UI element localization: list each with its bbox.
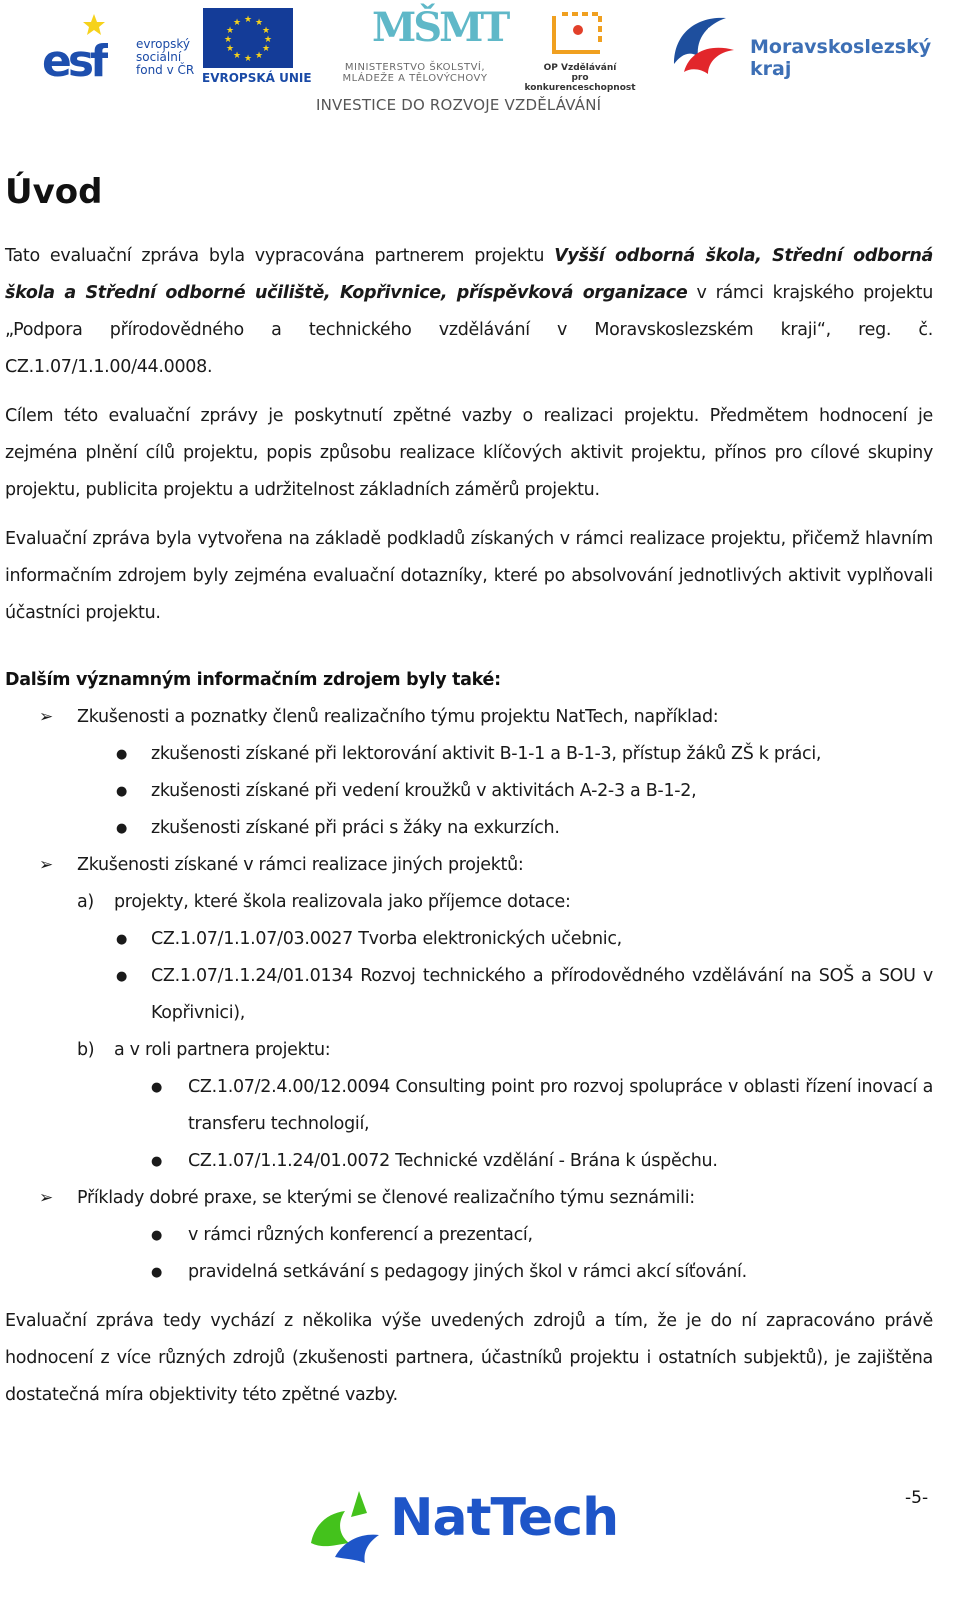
list-item-text: zkušenosti získané při vedení kroužků v aktivitách A-2-3 a B-1-2, bbox=[151, 781, 697, 801]
svg-text:★: ★ bbox=[254, 51, 264, 61]
svg-text:★: ★ bbox=[261, 26, 271, 36]
list-item-text: a v roli partnera projektu: bbox=[114, 1040, 331, 1060]
esf-line-3: fond v ČR bbox=[136, 63, 195, 77]
header-tagline: INVESTICE DO ROZVOJE VZDĚLÁVÁNÍ bbox=[316, 96, 602, 114]
list-letter: b) bbox=[77, 1040, 95, 1060]
op-line-2: pro konkurenceschopnost bbox=[524, 73, 636, 93]
list-item bbox=[5, 1143, 933, 1180]
svg-text:★: ★ bbox=[225, 44, 235, 54]
page-title: Úvod bbox=[5, 172, 103, 212]
list-letter: a) bbox=[77, 892, 94, 912]
msk-line-2: kraj bbox=[750, 58, 792, 80]
bullet-icon: ● bbox=[116, 969, 128, 984]
arrow-bullet-icon: ➢ bbox=[39, 855, 53, 875]
list-item bbox=[5, 847, 933, 884]
list-item-text: Zkušenosti a poznatky členů realizačního týmu projektu NatTech, například: bbox=[77, 707, 719, 727]
op-label bbox=[522, 63, 638, 93]
svg-text:★: ★ bbox=[225, 26, 235, 36]
eu-label: EVROPSKÁ UNIE bbox=[202, 71, 312, 85]
bullet-icon: ● bbox=[116, 747, 128, 762]
list-item-text: Zkušenosti získané v rámci realizace jiných projektů: bbox=[77, 855, 524, 875]
logo-strip bbox=[0, 0, 960, 125]
op-logo-icon bbox=[548, 6, 610, 58]
conclusion-paragraph: Evaluační zpráva tedy vychází z několika výše uvedených zdrojů a tím, že je do ní zapracováno právě hodnocení z více různých zdrojů (zkušenosti partnera, účastníků projektu i ostatních subjektů), je zajištěna dostatečná míra objektivity této zpětné vazby. bbox=[5, 1311, 933, 1405]
moravskoslezsky-kraj-logo-icon bbox=[668, 10, 742, 80]
eu-flag-icon bbox=[203, 8, 293, 68]
school-name: Vyšší odborná škola, Střední odborná škola a Střední odborné učiliště, Kopřivnice, příspěvková organizace bbox=[5, 246, 933, 303]
svg-text:esf: esf bbox=[42, 36, 106, 82]
bullet-icon: ● bbox=[116, 932, 128, 947]
list-item-text: CZ.1.07/1.1.24/01.0134 Rozvoj technického a přírodovědného vzdělávání na SOŠ a SOU v Kopřivnici), bbox=[151, 966, 933, 1023]
goal-paragraph: Cílem této evaluační zprávy je poskytnutí zpětné vazby o realizaci projektu. Předmětem hodnocení je zejména plnění cílů projektu, popis způsobu realizace klíčových aktivit projektu, přínos pro cílové skupiny projektu, publicita projektu a udržitelnost základních záměrů projektu. bbox=[5, 406, 933, 500]
svg-text:★: ★ bbox=[232, 18, 242, 28]
esf-logo bbox=[42, 8, 108, 82]
list-item bbox=[5, 699, 933, 736]
list-item-text: pravidelná setkávání s pedagogy jiných škol v rámci akcí síťování. bbox=[188, 1262, 747, 1282]
bullet-icon: ● bbox=[151, 1228, 163, 1243]
list-item bbox=[5, 1069, 933, 1143]
esf-line-2: sociální bbox=[136, 50, 182, 64]
sources-subheading: Dalším významným informačním zdrojem byly také: bbox=[5, 670, 501, 690]
list-item bbox=[5, 1180, 933, 1217]
msk-line-1: Moravskoslezský bbox=[750, 36, 932, 58]
esf-label bbox=[136, 38, 194, 77]
moravskoslezsky-kraj-label bbox=[750, 36, 931, 80]
list-item bbox=[5, 1032, 933, 1069]
svg-text:★: ★ bbox=[254, 18, 264, 28]
op-line-1: OP Vzdělávání bbox=[543, 63, 617, 73]
list-item bbox=[5, 736, 933, 773]
list-item-text: CZ.1.07/1.1.07/03.0027 Tvorba elektronických učebnic, bbox=[151, 929, 622, 949]
msmt-line-2: MLÁDEŽE A TĚLOVÝCHOVY bbox=[342, 73, 488, 84]
list-item-text: CZ.1.07/2.4.00/12.0094 Consulting point pro rozvoj spolupráce v oblasti řízení inovací a transferu technologií, bbox=[188, 1077, 933, 1134]
list-item-text: Příklady dobré praxe, se kterými se členové realizačního týmu seznámili: bbox=[77, 1188, 695, 1208]
bullet-icon: ● bbox=[151, 1265, 163, 1280]
arrow-bullet-icon: ➢ bbox=[39, 1188, 53, 1208]
msmt-logo-mark: MŠMT bbox=[372, 4, 508, 51]
intro-text-end: v rámci krajského projektu „Podpora přírodovědného a technického vzdělávání v Moravskoslezském kraji“, reg. č. CZ.1.07/1.1.00/44.0008. bbox=[5, 283, 934, 377]
msmt-label bbox=[330, 62, 500, 84]
svg-text:★: ★ bbox=[243, 15, 253, 25]
list-item-text: projekty, které škola realizovala jako příjemce dotace: bbox=[114, 892, 571, 912]
esf-line-1: evropský bbox=[136, 37, 190, 51]
msmt-line-1: MINISTERSTVO ŠKOLSTVÍ, bbox=[344, 62, 486, 73]
list-item-text: zkušenosti získané při práci s žáky na exkurzích. bbox=[151, 818, 560, 838]
bullet-icon: ● bbox=[116, 821, 128, 836]
page-number: -5- bbox=[905, 1488, 929, 1508]
intro-text-start: Tato evaluační zpráva byla vypracována partnerem projektu bbox=[5, 246, 555, 266]
bullet-icon: ● bbox=[151, 1154, 163, 1169]
bullet-icon: ● bbox=[116, 784, 128, 799]
list-item bbox=[5, 884, 933, 921]
list-item bbox=[5, 773, 933, 810]
list-item bbox=[5, 921, 933, 958]
method-paragraph: Evaluační zpráva byla vytvořena na základě podkladů získaných v rámci realizace projektu, přičemž hlavním informačním zdrojem byly zejména evaluační dotazníky, které po absolvování jednotlivých aktivit vyplňovali účastníci projektu. bbox=[5, 529, 933, 623]
list-item bbox=[5, 1254, 933, 1291]
svg-text:★: ★ bbox=[243, 54, 253, 64]
document-body bbox=[5, 168, 933, 1426]
list-item bbox=[5, 958, 933, 1032]
svg-text:★: ★ bbox=[263, 35, 273, 45]
svg-text:★: ★ bbox=[232, 51, 242, 61]
bullet-icon: ● bbox=[151, 1080, 163, 1095]
list-item-text: v rámci různých konferencí a prezentací, bbox=[188, 1225, 533, 1245]
list-item-text: zkušenosti získané při lektorování aktivit B-1-1 a B-1-3, přístup žáků ZŠ k práci, bbox=[151, 744, 822, 764]
list-item-text: CZ.1.07/1.1.24/01.0072 Technické vzdělání - Brána k úspěchu. bbox=[188, 1151, 718, 1171]
arrow-bullet-icon: ➢ bbox=[39, 707, 53, 727]
svg-text:★: ★ bbox=[223, 35, 233, 45]
list-item bbox=[5, 810, 933, 847]
svg-text:★: ★ bbox=[261, 44, 271, 54]
nattech-logo-text: NatTech bbox=[390, 1488, 619, 1548]
intro-paragraph bbox=[5, 238, 933, 386]
list-item bbox=[5, 1217, 933, 1254]
